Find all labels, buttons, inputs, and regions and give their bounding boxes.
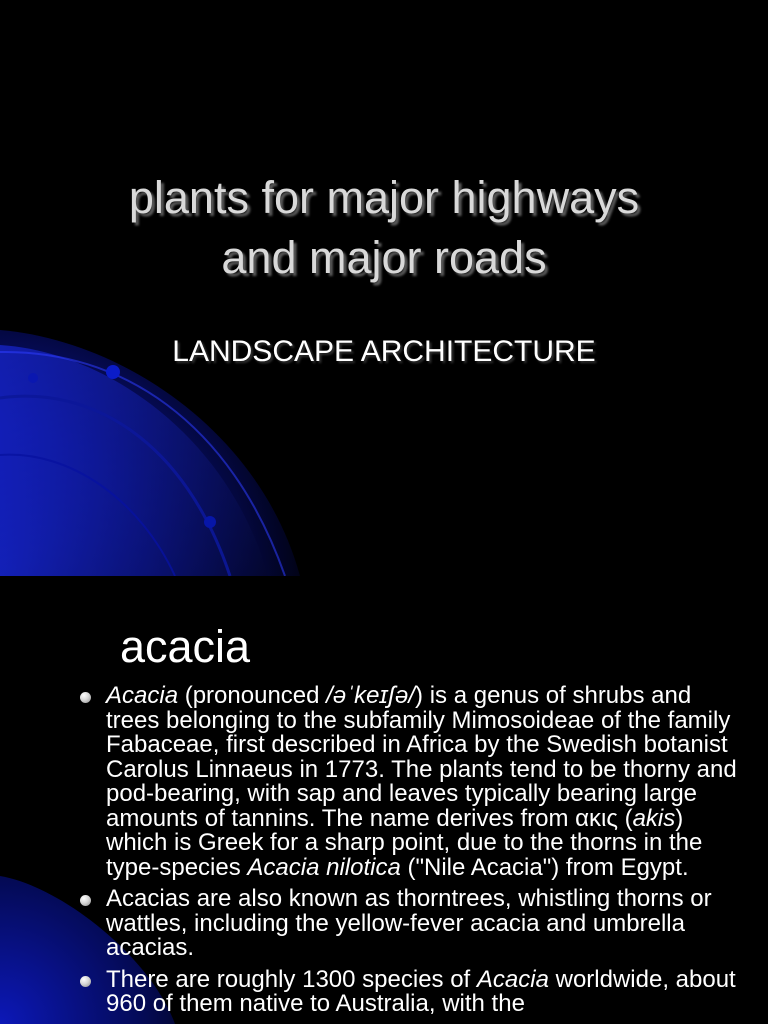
bullet-text: ) which is Greek for a sharp point, due to the thorns in the type-species: [106, 804, 703, 881]
bullet-text: ) is a genus of shrubs and trees belonging to the subfamily Mimosoideae of the family Fabaceae, first described in Africa by the Swedish botanist Carolus Linnaeus in 1773. The plants tend to be thorny and pod-bearing, with sap and leaves typically bearing large amounts of tannins. The name derives from ακις (: [106, 682, 737, 832]
bullet-text: There are roughly 1300 species of: [106, 965, 477, 993]
slide-subtitle: LANDSCAPE ARCHITECTURE: [172, 335, 596, 368]
slide-title: [40, 168, 728, 288]
bullet-text: ("Nile Acacia") from Egypt.: [400, 853, 689, 881]
bullet-list: [78, 684, 738, 1024]
term-acacia-nilotica: Acacia nilotica: [247, 853, 401, 881]
term-acacia: Acacia: [476, 965, 549, 993]
bullet-text: worldwide, about 960 of them native to Australia, with the: [106, 965, 736, 1017]
bullet-item: [78, 965, 738, 1017]
term-acacia: Acacia: [106, 682, 179, 709]
slide-title-line-1: plants for major highways: [128, 172, 640, 223]
bullet-item: [78, 887, 738, 961]
pronunciation: /əˈkeɪʃə/: [326, 682, 416, 709]
bullet-text: (pronounced: [178, 682, 327, 709]
slide-2: [0, 576, 768, 1024]
slide-heading: acacia: [120, 621, 251, 672]
bullet-dot-icon: [80, 692, 91, 703]
bullet-dot-icon: [80, 976, 91, 987]
term-akis: akis: [632, 804, 676, 832]
bullet-item: [78, 684, 738, 880]
bullet-text: Acacias are also known as thorntrees, whistling thorns or wattles, including the yellow-fever acacia and umbrella acacias.: [106, 885, 712, 961]
bullet-dot-icon: [80, 895, 91, 906]
slide-title-line-2: and major roads: [221, 232, 547, 283]
